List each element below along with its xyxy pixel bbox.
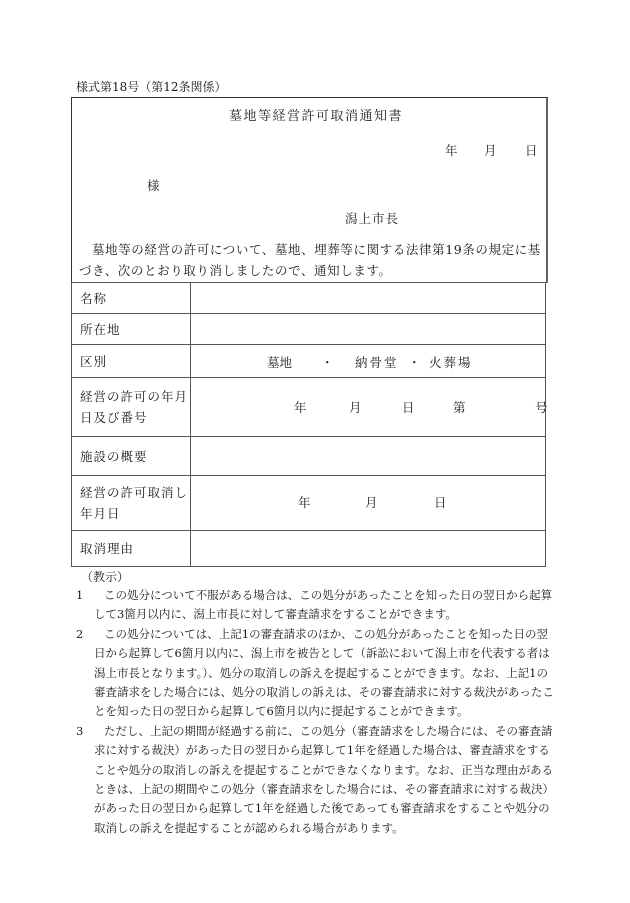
revocation-year-label: 年 <box>298 495 311 510</box>
details-table <box>71 282 546 567</box>
instructions-list <box>76 586 558 838</box>
row-value-permit-date-number <box>191 378 546 437</box>
row-label-name: 名称 <box>72 283 191 314</box>
category-separator: ・ <box>321 355 334 370</box>
instructions-title: （教示） <box>81 570 130 584</box>
notice-body: 墓地等の経営の許可について、墓地、埋葬等に関する法律第19条の規定に基づき、次のとおり取り消しましたので、通知します。 <box>79 242 541 278</box>
instruction-item <box>76 625 558 722</box>
row-label-permit-date-number: 経営の許可の年月日及び番号 <box>72 378 191 437</box>
date-year-label: 年 <box>445 143 458 158</box>
row-value-name <box>191 283 546 314</box>
revocation-day-label: 日 <box>434 495 447 510</box>
row-label-location: 所在地 <box>72 314 191 345</box>
permit-number-suffix: 号 <box>535 400 548 415</box>
row-value-revocation-reason <box>191 531 546 567</box>
row-label-revocation-reason: 取消理由 <box>72 531 191 567</box>
form-number: 様式第18号（第12条関係） <box>76 80 227 94</box>
row-value-facility-overview <box>191 437 546 476</box>
revocation-month-label: 月 <box>365 495 378 510</box>
category-option-ossuary: 納骨堂 <box>355 355 399 370</box>
instruction-number: 1 <box>76 588 84 602</box>
row-label-facility-overview: 施設の概要 <box>72 437 191 476</box>
row-label-category: 区別 <box>72 345 191 378</box>
category-option-crematorium: 火葬場 <box>429 355 473 370</box>
date-day-label: 日 <box>525 143 538 158</box>
instruction-text: この処分について不服がある場合は、この処分があったことを知った日の翌日から起算して3箇月以内に、潟上市長に対して審査請求をすることができます。 <box>94 588 553 622</box>
permit-day-label: 日 <box>402 400 415 415</box>
date-month-label: 月 <box>484 143 497 158</box>
instruction-text: ただし、上記の期間が経過する前に、この処分（審査請求をした場合には、その審査請求に対する裁決）があった日の翌日から起算して1年を経過した場合は、審査請求をすることや処分の取消しの訴えを提起することができなくなります。なお、正当な理由があるときは、上記の期間やこの処分（審査請求をした場合には、その審査請求に対する裁決）があった日の翌日から起算して1年を経過した後であっても審査請求をすることや処分の取消しの訴えを提起することが認められる場合があります。 <box>94 723 554 835</box>
permit-number-prefix: 第 <box>453 400 466 415</box>
permit-year-label: 年 <box>294 400 307 415</box>
row-value-location <box>191 314 546 345</box>
row-value-revocation-date <box>191 476 546 531</box>
category-separator: ・ <box>408 355 421 370</box>
issuer-name: 潟上市長 <box>345 211 400 226</box>
permit-month-label: 月 <box>349 400 362 415</box>
instruction-item <box>76 722 558 838</box>
category-option-cemetery: 墓地 <box>267 355 293 370</box>
instruction-number: 3 <box>76 723 84 738</box>
instruction-number: 2 <box>76 626 84 641</box>
document-title: 墓地等経営許可取消通知書 <box>229 109 404 124</box>
row-label-revocation-date: 経営の許可取消し年月日 <box>72 476 191 531</box>
recipient-suffix: 様 <box>147 178 160 193</box>
row-value-category <box>191 345 546 378</box>
instruction-item <box>76 586 558 625</box>
instruction-text: この処分については、上記1の審査請求のほか、この処分があったことを知った日の翌日から起算して6箇月以内に、潟上市を被告として（訴訟において潟上市を代表する者は潟上市長となります。）、処分の取消しの訴えを提起することができます。なお、上記1の審査請求をした場合には、処分の取消しの訴えは、その審査請求に対する裁決があったことを知った日の翌日から起算して6箇月以内に提起することができます。 <box>94 626 554 719</box>
